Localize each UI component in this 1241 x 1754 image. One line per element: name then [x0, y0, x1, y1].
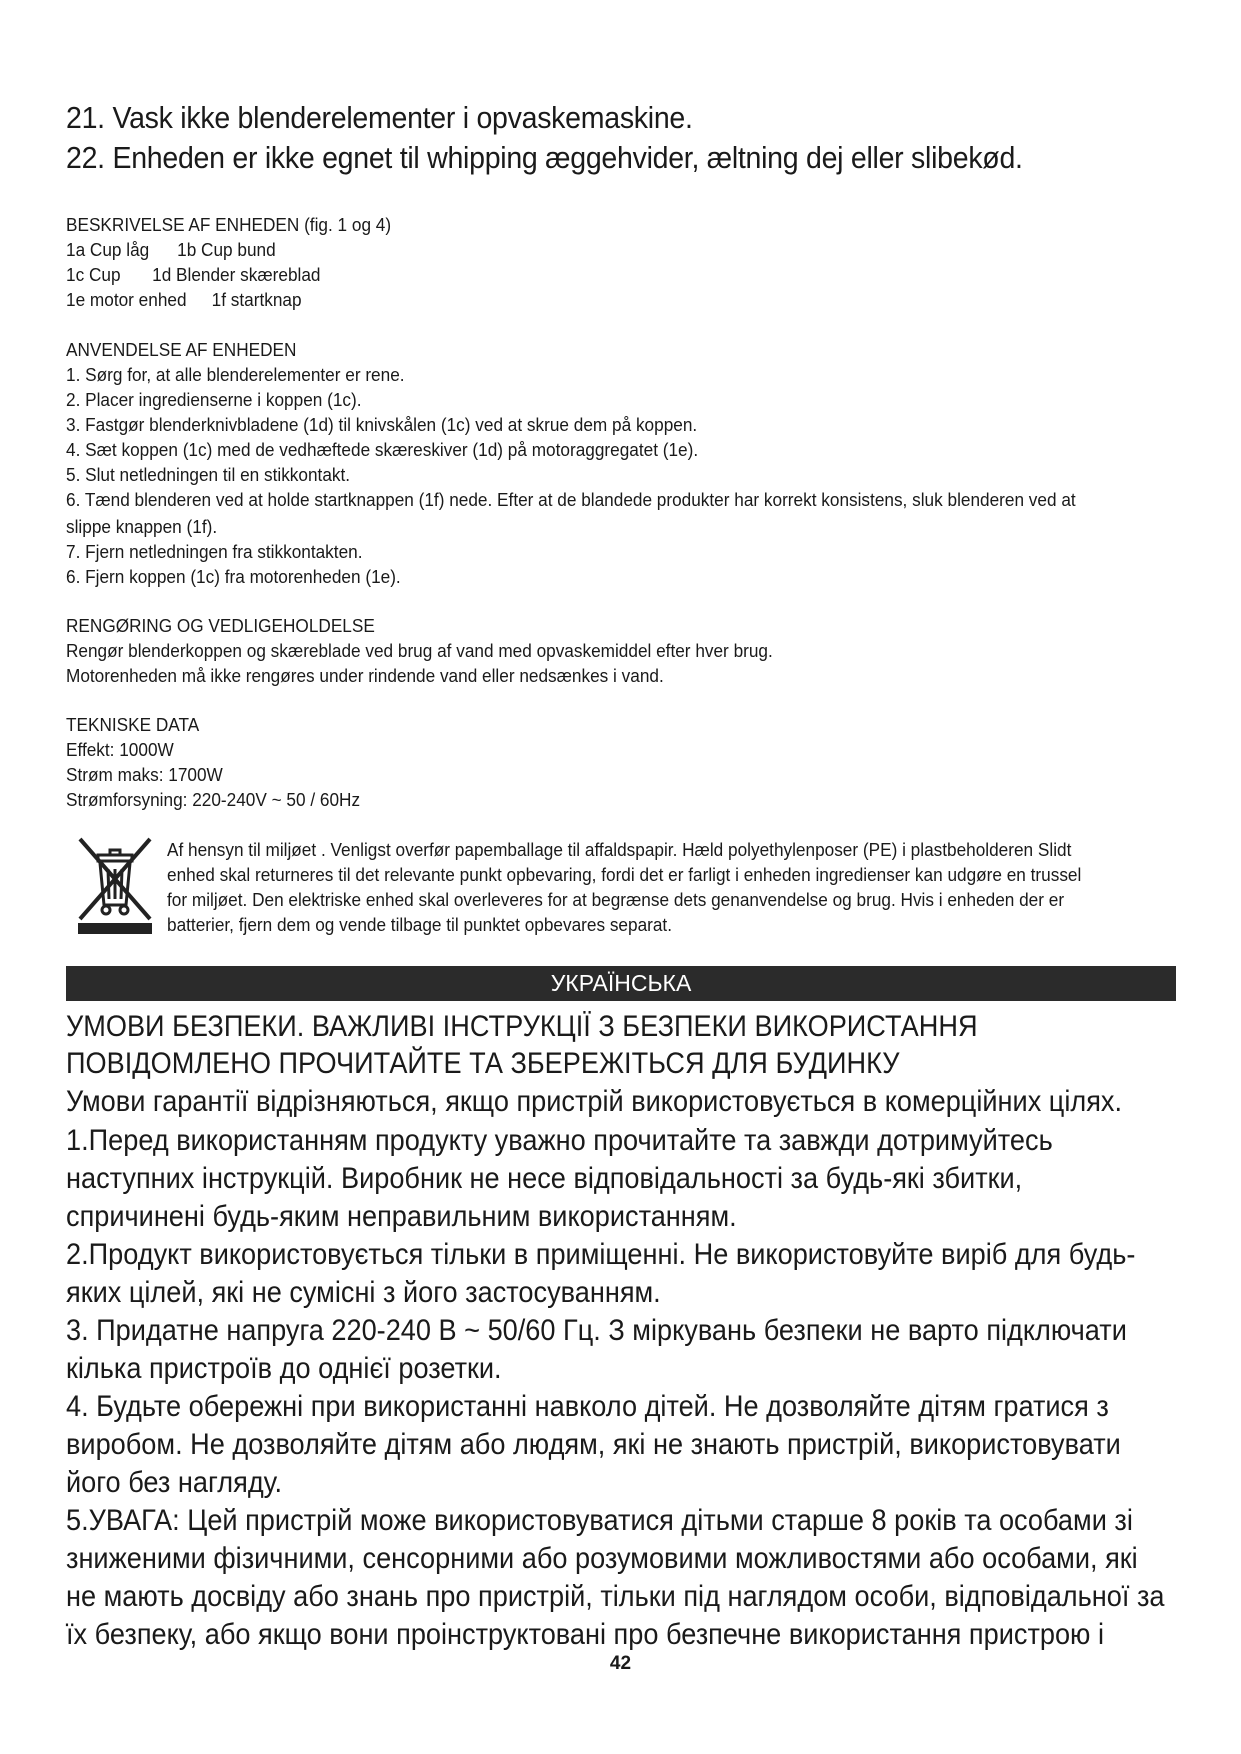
usage-line: 6. Tænd blenderen ved at holde startknappen (1f) nede. Efter at de blandede produkter har korrekt konsistens, sluk blenderen ved at [66, 489, 1076, 510]
ua-text-line: їх безпеку, або якщо вони проінструктовані про безпечне використання пристрою і [66, 1618, 1104, 1651]
usage-line: 2. Placer ingredienserne i koppen (1c). [66, 389, 362, 410]
part-1e: 1e motor enhed [66, 289, 187, 310]
tech-line: Effekt: 1000W [66, 739, 174, 760]
usage-line: 6. Fjern koppen (1c) fra motorenheden (1e). [66, 566, 401, 587]
cleaning-line: Motorenheden må ikke rengøres under rindende vand eller nedsænkes i vand. [66, 665, 664, 686]
usage-line: 5. Slut netledningen til en stikkontakt. [66, 464, 351, 485]
cleaning-line: Rengør blenderkoppen og skæreblade ved brug af vand med opvaskemiddel efter hver brug. [66, 640, 773, 661]
ua-text-line: 2.Продукт використовується тільки в приміщенні. Не використовуйте виріб для будь- [66, 1238, 1136, 1271]
intro-line-21: 21. Vask ikke blenderelementer i opvaskemaskine. [66, 100, 693, 135]
usage-line: 1. Sørg for, at alle blenderelementer er rene. [66, 364, 405, 385]
usage-line: 4. Sæt koppen (1c) med de vedhæftede skæreskiver (1d) på motoraggregatet (1e). [66, 439, 699, 460]
ua-text-line: 4. Будьте обережні при використанні навколо дітей. Не дозволяйте дітям гратися з [66, 1390, 1109, 1423]
language-banner: УКРАЇНСЬКА [66, 966, 1176, 1001]
ua-text-line: 5.УВАГА: Цей пристрій може використовуватися дітьми старше 8 років та особами зі [66, 1504, 1133, 1537]
intro-line-22: 22. Enheden er ikke egnet til whipping æggehvider, æltning dej eller slibekød. [66, 140, 1023, 175]
ua-text-line: не мають досвіду або знань про пристрій, тільки під наглядом особи, відповідальної за [66, 1580, 1165, 1613]
ua-title-line: ПОВІДОМЛЕНО ПРОЧИТАЙТЕ ТА ЗБЕРЕЖІТЬСЯ ДЛЯ БУДИНКУ [66, 1047, 900, 1080]
description-row [66, 287, 302, 312]
ua-text-line: виробом. Не дозволяйте дітям або людям, які не знають пристрій, використовувати [66, 1428, 1121, 1461]
crossed-bin-icon [76, 835, 154, 935]
part-1a: 1a Cup låg [66, 239, 150, 260]
ua-title-line: УМОВИ БЕЗПЕКИ. ВАЖЛИВІ ІНСТРУКЦІЇ З БЕЗПЕКИ ВИКОРИСТАННЯ [66, 1010, 978, 1043]
usage-heading: ANVENDELSE AF ENHEDEN [66, 339, 297, 360]
ua-text-line: Умови гарантії відрізняються, якщо пристрій використовується в комерційних цілях. [66, 1085, 1123, 1118]
weee-line: enhed skal returneres til det relevante punkt opbevaring, fordi det er farligt i enheden ingredienser kan udgøre en trussel [167, 864, 1082, 885]
ua-text-line: яких цілей, які не сумісні з його застосуванням. [66, 1276, 661, 1309]
tech-line: Strøm maks: 1700W [66, 764, 223, 785]
weee-notice [167, 837, 1181, 937]
ua-text-line: кілька пристроїв до однієї розетки. [66, 1352, 502, 1385]
ua-text-line: спричинені будь-яким неправильним використанням. [66, 1200, 737, 1233]
weee-line: batterier, fjern dem og vende tilbage til punktet opbevares separat. [167, 914, 673, 935]
cleaning-heading: RENGØRING OG VEDLIGEHOLDELSE [66, 615, 375, 636]
part-1c: 1c Cup [66, 264, 121, 285]
part-1b: 1b Cup bund [177, 239, 276, 260]
usage-line: 3. Fastgør blenderknivbladene (1d) til knivskålen (1c) ved at skrue dem på koppen. [66, 414, 698, 435]
weee-line: for miljøet. Den elektriske enhed skal overleveres for at begrænse dets genanvendelse og brug. Hvis i enheden der er [167, 889, 1065, 910]
tech-heading: TEKNISKE DATA [66, 714, 200, 735]
ua-text-line: його без нагляду. [66, 1466, 283, 1499]
ua-text-line: 1.Перед використанням продукту уважно прочитайте та завжди дотримуйтесь [66, 1124, 1053, 1157]
usage-line: 7. Fjern netledningen fra stikkontakten. [66, 541, 363, 562]
description-row [66, 237, 276, 262]
description-row [66, 262, 320, 287]
usage-line: slippe knappen (1f). [66, 516, 218, 537]
description-heading: BESKRIVELSE AF ENHEDEN (fig. 1 og 4) [66, 214, 392, 235]
part-1d: 1d Blender skæreblad [152, 264, 321, 285]
ua-text-line: наступних інструкцій. Виробник не несе відповідальності за будь-які збитки, [66, 1162, 1023, 1195]
ua-text-line: 3. Придатне напруга 220-240 В ~ 50/60 Гц. З міркувань безпеки не варто підключати [66, 1314, 1127, 1347]
part-1f: 1f startknap [211, 289, 302, 310]
ua-text-line: зниженими фізичними, сенсорними або розумовими можливостями або особами, які [66, 1542, 1138, 1575]
page-number: 42 [609, 1653, 632, 1674]
weee-line: Af hensyn til miljøet . Venligst overfør papemballage til affaldspapir. Hæld polyethylenposer (PE) i plastbeholderen Slidt [167, 839, 1072, 860]
tech-line: Strømforsyning: 220-240V ~ 50 / 60Hz [66, 789, 361, 810]
